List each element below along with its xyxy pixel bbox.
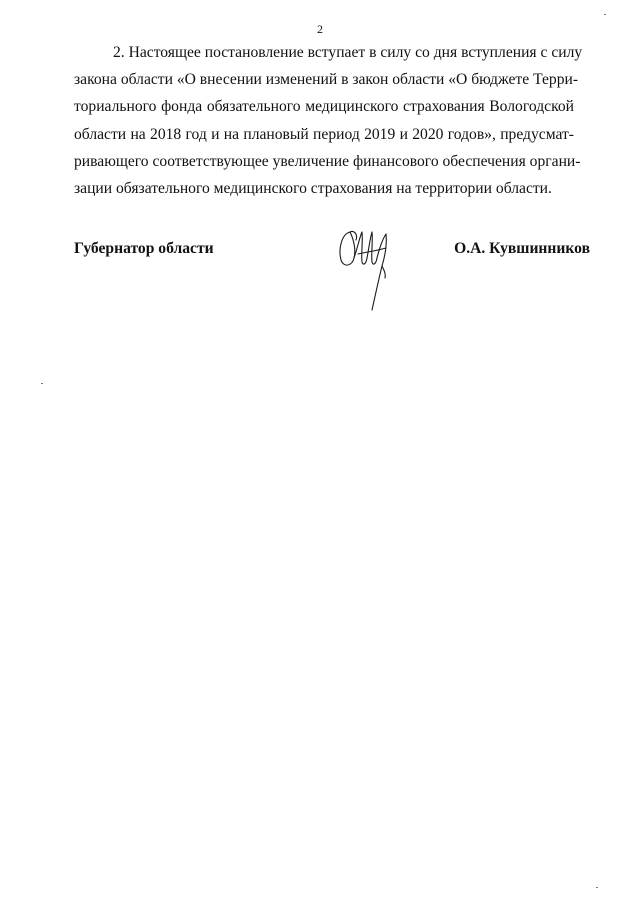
scan-artifact <box>41 383 43 384</box>
paragraph-line: ториального фонда обязательного медицинского страхования Вологодской <box>74 98 574 116</box>
scan-artifact <box>604 14 606 15</box>
signer-name: О.А. Кувшинников <box>454 240 590 257</box>
paragraph-line: зации обязательного медицинского страхования на территории области. <box>74 180 552 198</box>
signer-title: Губернатор области <box>74 240 214 257</box>
paragraph-line: ривающего соответствующее увеличение финансового обеспечения органи- <box>74 152 581 170</box>
scan-artifact <box>596 887 598 888</box>
page-number: 2 <box>317 22 323 36</box>
paragraph-line: области на 2018 год и на плановый период 2019 и 2020 годов», предусмат- <box>74 125 574 143</box>
paragraph-line: закона области «О внесении изменений в закон области «О бюджете Терри- <box>74 71 579 89</box>
handwritten-signature <box>336 226 396 316</box>
signature-block <box>74 240 590 320</box>
paragraph <box>74 39 583 202</box>
paragraph-line: 2. Настоящее постановление вступает в силу со дня вступления с силу <box>113 44 583 61</box>
